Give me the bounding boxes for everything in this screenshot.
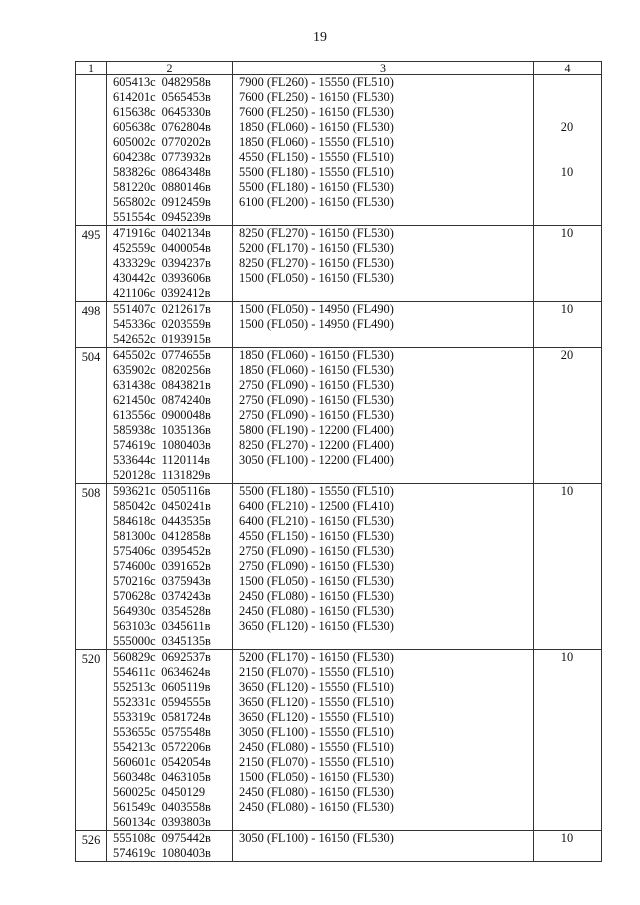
altitude-range: 6400 (FL210) - 12500 (FL410) (239, 499, 394, 513)
longitude: 0212617в (161, 302, 211, 316)
coordinate-pair (113, 831, 232, 846)
table-row (76, 831, 602, 862)
table-row (76, 302, 602, 348)
latitude: 555108с (113, 831, 156, 845)
latitude: 533644с (113, 453, 156, 467)
coordinate-pair (113, 408, 232, 423)
coordinate-pair (113, 120, 232, 135)
latitude: 614201с (113, 90, 156, 104)
coordinate-pair (113, 468, 232, 483)
altitude-range-cell (233, 75, 534, 226)
latitude: 635902с (113, 363, 156, 377)
value-cell (534, 226, 602, 302)
altitude-range: 8250 (FL270) - 16150 (FL530) (239, 256, 394, 270)
latitude: 561549с (113, 800, 156, 814)
longitude: 0900048в (161, 408, 211, 422)
altitude-range: 2750 (FL090) - 16150 (FL530) (239, 559, 394, 573)
latitude: 583826с (113, 165, 156, 179)
longitude: 0645330в (161, 105, 211, 119)
longitude: 0581724в (161, 710, 211, 724)
altitude-range: 2450 (FL080) - 15550 (FL510) (239, 740, 394, 754)
latitude: 565802с (113, 195, 156, 209)
coordinate-pair (113, 815, 232, 830)
latitude: 605413с (113, 75, 156, 89)
coordinates-cell (107, 75, 233, 226)
coordinate-pair (113, 317, 232, 332)
value: 10 (560, 226, 574, 240)
latitude: 574619с (113, 846, 156, 860)
latitude: 574600с (113, 559, 156, 573)
altitude-range: 4550 (FL150) - 15550 (FL510) (239, 150, 394, 164)
longitude: 0864348в (161, 165, 211, 179)
coordinate-pair (113, 755, 232, 770)
row-number: 520 (76, 650, 107, 831)
altitude-range: 3050 (FL100) - 15550 (FL510) (239, 725, 394, 739)
altitude-range: 8250 (FL270) - 16150 (FL530) (239, 226, 394, 240)
coordinate-pair (113, 105, 232, 120)
longitude: 0354528в (161, 604, 211, 618)
longitude: 1080403в (161, 438, 211, 452)
altitude-range: 1850 (FL060) - 16150 (FL530) (239, 348, 394, 362)
coordinate-pair (113, 604, 232, 619)
altitude-range: 3650 (FL120) - 15550 (FL510) (239, 695, 394, 709)
longitude: 0393606в (161, 271, 211, 285)
coordinate-pair (113, 559, 232, 574)
latitude: 560829с (113, 650, 156, 664)
altitude-range: 3650 (FL120) - 16150 (FL530) (239, 619, 394, 633)
coordinate-pair (113, 226, 232, 241)
value-cell (534, 650, 602, 831)
altitude-range: 3050 (FL100) - 12200 (FL400) (239, 453, 394, 467)
longitude: 0402134в (161, 226, 211, 240)
latitude: 560025с (113, 785, 156, 799)
value-cell (534, 348, 602, 484)
latitude: 575406с (113, 544, 156, 558)
latitude: 581300с (113, 529, 156, 543)
latitude: 421106с (113, 286, 156, 300)
latitude: 545336с (113, 317, 156, 331)
latitude: 551554с (113, 210, 156, 224)
altitude-range: 1500 (FL050) - 14950 (FL490) (239, 302, 394, 316)
latitude: 553655с (113, 725, 156, 739)
altitude-range: 7600 (FL250) - 16150 (FL530) (239, 105, 394, 119)
airspace-table (75, 61, 602, 862)
latitude: 554213с (113, 740, 156, 754)
latitude: 553319с (113, 710, 156, 724)
altitude-range: 8250 (FL270) - 12200 (FL400) (239, 438, 394, 452)
table-row (76, 348, 602, 484)
coordinates-cell (107, 226, 233, 302)
altitude-range-cell (233, 650, 534, 831)
coordinate-pair (113, 544, 232, 559)
longitude: 0394237в (161, 256, 211, 270)
altitude-range: 1850 (FL060) - 16150 (FL530) (239, 120, 394, 134)
longitude: 1080403в (161, 846, 211, 860)
latitude: 581220с (113, 180, 156, 194)
coordinate-pair (113, 90, 232, 105)
longitude: 0774655в (161, 348, 211, 362)
altitude-range: 2450 (FL080) - 16150 (FL530) (239, 604, 394, 618)
coordinate-pair (113, 423, 232, 438)
value: 10 (560, 484, 574, 498)
page-number: 19 (313, 30, 327, 45)
latitude: 570216с (113, 574, 156, 588)
latitude: 585938с (113, 423, 156, 437)
header-col-2: 2 (107, 62, 233, 75)
altitude-range: 2450 (FL080) - 16150 (FL530) (239, 785, 394, 799)
longitude: 0565453в (161, 90, 211, 104)
altitude-range: 2150 (FL070) - 15550 (FL510) (239, 755, 394, 769)
value-cell (534, 484, 602, 650)
longitude: 0450129 (161, 785, 206, 799)
longitude: 0594555в (161, 695, 211, 709)
longitude: 0374243в (161, 589, 211, 603)
latitude: 520128с (113, 468, 156, 482)
header-row (76, 62, 602, 75)
coordinate-pair (113, 135, 232, 150)
coordinate-pair (113, 785, 232, 800)
longitude: 0482958в (161, 75, 211, 89)
longitude: 0412858в (161, 529, 211, 543)
longitude: 0193915в (161, 332, 211, 346)
coordinate-pair (113, 574, 232, 589)
value: 10 (560, 165, 574, 179)
longitude: 0874240в (161, 393, 211, 407)
longitude: 0450241в (161, 499, 211, 513)
coordinate-pair (113, 348, 232, 363)
altitude-range: 2750 (FL090) - 16150 (FL530) (239, 378, 394, 392)
latitude: 542652с (113, 332, 156, 346)
altitude-range: 3650 (FL120) - 15550 (FL510) (239, 680, 394, 694)
coordinate-pair (113, 286, 232, 301)
coordinate-pair (113, 438, 232, 453)
coordinate-pair (113, 499, 232, 514)
longitude: 0392412в (161, 286, 211, 300)
latitude: 593621с (113, 484, 156, 498)
altitude-range: 5200 (FL170) - 16150 (FL530) (239, 650, 394, 664)
coordinate-pair (113, 484, 232, 499)
altitude-range: 7900 (FL260) - 15550 (FL510) (239, 75, 394, 89)
latitude: 570628с (113, 589, 156, 603)
latitude: 584618с (113, 514, 156, 528)
coordinate-pair (113, 241, 232, 256)
longitude: 0345611в (161, 619, 211, 633)
row-number: 495 (76, 226, 107, 302)
longitude: 0505116в (161, 484, 211, 498)
altitude-range: 1850 (FL060) - 15550 (FL510) (239, 135, 394, 149)
longitude: 0443535в (161, 514, 211, 528)
coordinate-pair (113, 770, 232, 785)
altitude-range-cell (233, 226, 534, 302)
value: 20 (560, 120, 574, 134)
longitude: 0463105в (161, 770, 211, 784)
latitude: 471916с (113, 226, 156, 240)
coordinates-cell (107, 348, 233, 484)
coordinate-pair (113, 619, 232, 634)
longitude: 0393803в (161, 815, 211, 829)
latitude: 574619с (113, 438, 156, 452)
latitude: 430442с (113, 271, 156, 285)
altitude-range: 1500 (FL050) - 16150 (FL530) (239, 770, 394, 784)
latitude: 564930с (113, 604, 156, 618)
coordinate-pair (113, 393, 232, 408)
coordinate-pair (113, 725, 232, 740)
altitude-range: 2150 (FL070) - 15550 (FL510) (239, 665, 394, 679)
value-cell (534, 75, 602, 226)
latitude: 621450с (113, 393, 156, 407)
altitude-range: 2750 (FL090) - 16150 (FL530) (239, 544, 394, 558)
longitude: 0843821в (161, 378, 211, 392)
latitude: 563103с (113, 619, 156, 633)
longitude: 0203559в (161, 317, 211, 331)
coordinate-pair (113, 210, 232, 225)
altitude-range-cell (233, 831, 534, 862)
altitude-range: 5500 (FL180) - 15550 (FL510) (239, 165, 394, 179)
altitude-range: 5800 (FL190) - 12200 (FL400) (239, 423, 394, 437)
coordinate-pair (113, 589, 232, 604)
longitude: 0572206в (161, 740, 211, 754)
longitude: 1035136в (161, 423, 211, 437)
longitude: 0634624в (161, 665, 211, 679)
longitude: 0773932в (161, 150, 211, 164)
latitude: 551407с (113, 302, 156, 316)
longitude: 0345135в (161, 634, 211, 648)
row-number (76, 75, 107, 226)
longitude: 0375943в (161, 574, 211, 588)
coordinate-pair (113, 180, 232, 195)
latitude: 560601с (113, 755, 156, 769)
coordinates-cell (107, 484, 233, 650)
altitude-range: 7600 (FL250) - 16150 (FL530) (239, 90, 394, 104)
longitude: 0542054в (161, 755, 211, 769)
coordinates-cell (107, 302, 233, 348)
coordinate-pair (113, 634, 232, 649)
value: 10 (560, 831, 574, 845)
coordinate-pair (113, 195, 232, 210)
altitude-range: 5200 (FL170) - 16150 (FL530) (239, 241, 394, 255)
altitude-range: 1500 (FL050) - 16150 (FL530) (239, 574, 394, 588)
value-cell (534, 302, 602, 348)
altitude-range: 5500 (FL180) - 15550 (FL510) (239, 484, 394, 498)
latitude: 433329с (113, 256, 156, 270)
longitude: 0403558в (161, 800, 211, 814)
altitude-range: 1500 (FL050) - 14950 (FL490) (239, 317, 394, 331)
coordinates-cell (107, 831, 233, 862)
longitude: 0770202в (161, 135, 211, 149)
longitude: 0605119в (161, 680, 211, 694)
latitude: 631438с (113, 378, 156, 392)
longitude: 0391652в (161, 559, 211, 573)
coordinate-pair (113, 165, 232, 180)
latitude: 605002с (113, 135, 156, 149)
coordinate-pair (113, 453, 232, 468)
altitude-range-cell (233, 484, 534, 650)
altitude-range: 1500 (FL050) - 16150 (FL530) (239, 271, 394, 285)
header-col-1: 1 (76, 62, 107, 75)
altitude-range: 2750 (FL090) - 16150 (FL530) (239, 393, 394, 407)
table-row (76, 226, 602, 302)
latitude: 452559с (113, 241, 156, 255)
latitude: 604238с (113, 150, 156, 164)
altitude-range: 4550 (FL150) - 16150 (FL530) (239, 529, 394, 543)
altitude-range-cell (233, 348, 534, 484)
coordinate-pair (113, 710, 232, 725)
latitude: 552513с (113, 680, 156, 694)
coordinate-pair (113, 75, 232, 90)
coordinate-pair (113, 740, 232, 755)
coordinate-pair (113, 363, 232, 378)
table-row (76, 75, 602, 226)
header-col-4: 4 (534, 62, 602, 75)
latitude: 585042с (113, 499, 156, 513)
table-row (76, 650, 602, 831)
longitude: 0945239в (161, 210, 211, 224)
coordinate-pair (113, 665, 232, 680)
latitude: 560348с (113, 770, 156, 784)
longitude: 0575548в (161, 725, 211, 739)
longitude: 1120114в (161, 453, 210, 467)
altitude-range: 1850 (FL060) - 16150 (FL530) (239, 363, 394, 377)
altitude-range: 6100 (FL200) - 16150 (FL530) (239, 195, 394, 209)
latitude: 560134с (113, 815, 156, 829)
coordinate-pair (113, 150, 232, 165)
altitude-range: 2450 (FL080) - 16150 (FL530) (239, 589, 394, 603)
row-number: 508 (76, 484, 107, 650)
latitude: 555000с (113, 634, 156, 648)
coordinate-pair (113, 650, 232, 665)
altitude-range-cell (233, 302, 534, 348)
table-row (76, 484, 602, 650)
coordinate-pair (113, 695, 232, 710)
latitude: 645502с (113, 348, 156, 362)
value: 10 (560, 302, 574, 316)
value-cell (534, 831, 602, 862)
row-number: 504 (76, 348, 107, 484)
value: 10 (560, 650, 574, 664)
longitude: 0762804в (161, 120, 211, 134)
altitude-range: 3650 (FL120) - 15550 (FL510) (239, 710, 394, 724)
coordinate-pair (113, 529, 232, 544)
longitude: 0880146в (161, 180, 211, 194)
longitude: 0975442в (161, 831, 211, 845)
latitude: 552331с (113, 695, 156, 709)
coordinates-cell (107, 650, 233, 831)
longitude: 0692537в (161, 650, 211, 664)
latitude: 605638с (113, 120, 156, 134)
latitude: 554611с (113, 665, 156, 679)
coordinate-pair (113, 302, 232, 317)
altitude-range: 3050 (FL100) - 16150 (FL530) (239, 831, 394, 845)
longitude: 1131829в (161, 468, 211, 482)
coordinate-pair (113, 800, 232, 815)
longitude: 0395452в (161, 544, 211, 558)
altitude-range: 2450 (FL080) - 16150 (FL530) (239, 800, 394, 814)
coordinate-pair (113, 846, 232, 861)
row-number: 526 (76, 831, 107, 862)
latitude: 613556с (113, 408, 156, 422)
value: 20 (560, 348, 574, 362)
coordinate-pair (113, 680, 232, 695)
altitude-range: 2750 (FL090) - 16150 (FL530) (239, 408, 394, 422)
coordinate-pair (113, 271, 232, 286)
coordinate-pair (113, 378, 232, 393)
altitude-range: 6400 (FL210) - 16150 (FL530) (239, 514, 394, 528)
coordinate-pair (113, 332, 232, 347)
longitude: 0820256в (161, 363, 211, 377)
coordinate-pair (113, 514, 232, 529)
header-col-3: 3 (233, 62, 534, 75)
coordinate-pair (113, 256, 232, 271)
latitude: 615638с (113, 105, 156, 119)
altitude-range: 5500 (FL180) - 16150 (FL530) (239, 180, 394, 194)
row-number: 498 (76, 302, 107, 348)
longitude: 0400054в (161, 241, 211, 255)
longitude: 0912459в (161, 195, 211, 209)
